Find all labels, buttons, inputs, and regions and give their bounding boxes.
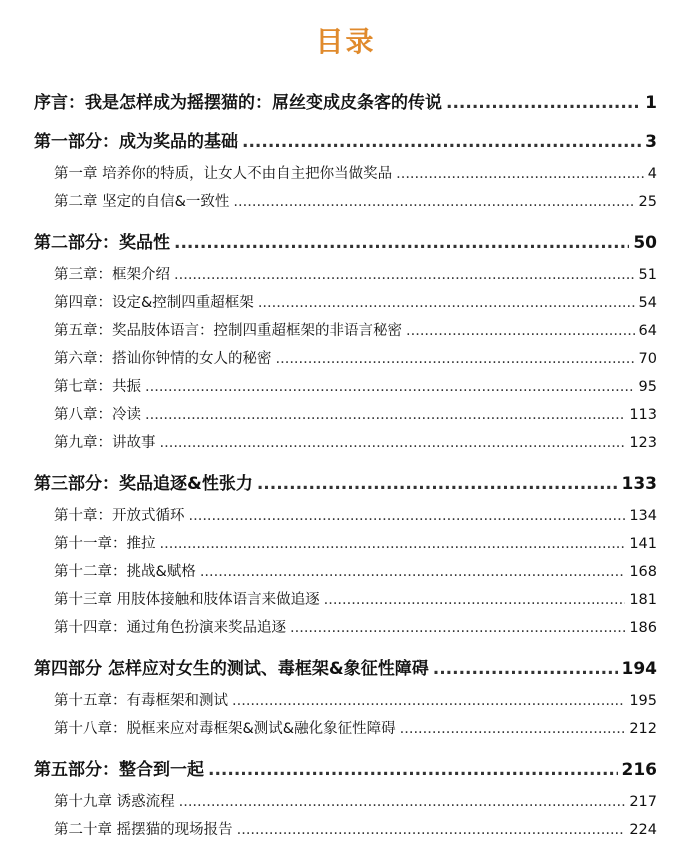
- toc-page-number: 95: [638, 379, 657, 395]
- table-of-contents: [34, 90, 657, 844]
- toc-leader-dots: [145, 401, 625, 429]
- toc-label: 第十四章：通过角色扮演来奖品追逐: [54, 620, 286, 636]
- toc-label: 第二章 坚定的自信&一致性: [54, 194, 230, 210]
- toc-leader-dots: [160, 429, 626, 457]
- toc-leader-dots: [276, 345, 635, 373]
- toc-page-number: 113: [629, 407, 657, 423]
- toc-page-number: 134: [629, 508, 657, 524]
- toc-page-number: 195: [629, 693, 657, 709]
- toc-page-number: 224: [629, 822, 657, 838]
- toc-leader-dots: [324, 586, 626, 614]
- toc-label: 第七章：共振: [54, 379, 141, 395]
- toc-leader-dots: [145, 373, 635, 401]
- toc-chapter[interactable]: [34, 345, 657, 373]
- toc-chapter[interactable]: [34, 401, 657, 429]
- toc-label: 第十九章 诱惑流程: [54, 794, 175, 810]
- toc-page-number: 217: [629, 794, 657, 810]
- toc-leader-dots: [446, 91, 641, 115]
- toc-part-preface[interactable]: [34, 91, 657, 115]
- toc-page-number: 141: [629, 536, 657, 552]
- toc-chapter[interactable]: [34, 530, 657, 558]
- toc-chapter[interactable]: [34, 715, 657, 743]
- toc-chapter[interactable]: [34, 788, 657, 816]
- toc-label: 第八章：冷读: [54, 407, 141, 423]
- toc-label: 第十章：开放式循环: [54, 508, 185, 524]
- toc-leader-dots: [174, 231, 629, 255]
- toc-label: 第四部分 怎样应对女生的测试、毒框架&象征性障碍: [34, 659, 429, 679]
- toc-page-number: 3: [645, 132, 657, 152]
- toc-leader-dots: [233, 188, 634, 216]
- toc-label: 第十一章：推拉: [54, 536, 156, 552]
- toc-chapter[interactable]: [34, 816, 657, 844]
- toc-leader-dots: [257, 472, 618, 496]
- toc-leader-dots: [433, 657, 618, 681]
- toc-page-number: 1: [645, 93, 657, 113]
- toc-label: 第十二章：挑战&赋格: [54, 564, 196, 580]
- toc-label: 第五章：奖品肢体语言：控制四重超框架的非语言秘密: [54, 323, 402, 339]
- toc-leader-dots: [290, 614, 625, 642]
- toc-part-2[interactable]: [34, 231, 657, 255]
- toc-label: 第十三章 用肢体接触和肢体语言来做追逐: [54, 592, 320, 608]
- toc-chapter[interactable]: [34, 188, 657, 216]
- toc-leader-dots: [208, 758, 618, 782]
- toc-label: 第九章：讲故事: [54, 435, 156, 451]
- toc-leader-dots: [174, 261, 635, 289]
- toc-page-number: 4: [647, 166, 657, 182]
- toc-label: 第二部分：奖品性: [34, 233, 170, 253]
- toc-label: 序言：我是怎样成为摇摆猫的：屌丝变成皮条客的传说: [34, 93, 442, 113]
- toc-chapter[interactable]: [34, 160, 657, 188]
- toc-page-number: 123: [629, 435, 657, 451]
- toc-label: 第四章：设定&控制四重超框架: [54, 295, 254, 311]
- toc-page-number: 50: [633, 233, 657, 253]
- toc-label: 第三部分：奖品追逐&性张力: [34, 474, 253, 494]
- page-title: 目录: [315, 25, 376, 58]
- toc-part-5[interactable]: [34, 758, 657, 782]
- toc-leader-dots: [237, 816, 626, 844]
- toc-leader-dots: [200, 558, 626, 586]
- toc-chapter[interactable]: [34, 261, 657, 289]
- toc-leader-dots: [189, 502, 626, 530]
- toc-leader-dots: [160, 530, 626, 558]
- toc-page-number: 216: [621, 760, 657, 780]
- toc-leader-dots: [232, 687, 625, 715]
- toc-leader-dots: [406, 317, 635, 345]
- toc-label: 第三章：框架介绍: [54, 267, 170, 283]
- toc-label: 第十五章：有毒框架和测试: [54, 693, 228, 709]
- toc-leader-dots: [396, 160, 644, 188]
- toc-leader-dots: [242, 130, 641, 154]
- toc-page-number: 194: [621, 659, 657, 679]
- toc-label: 第六章：搭讪你钟情的女人的秘密: [54, 351, 272, 367]
- toc-chapter[interactable]: [34, 429, 657, 457]
- toc-page-number: 64: [638, 323, 657, 339]
- toc-label: 第十八章：脱框来应对毒框架&测试&融化象征性障碍: [54, 721, 396, 737]
- toc-chapter[interactable]: [34, 502, 657, 530]
- toc-page-number: 133: [621, 474, 657, 494]
- toc-page-number: 181: [629, 592, 657, 608]
- toc-chapter[interactable]: [34, 317, 657, 345]
- toc-chapter[interactable]: [34, 558, 657, 586]
- toc-page-number: 212: [629, 721, 657, 737]
- toc-page-number: 25: [638, 194, 657, 210]
- toc-chapter[interactable]: [34, 289, 657, 317]
- toc-leader-dots: [400, 715, 626, 743]
- toc-part-4[interactable]: [34, 657, 657, 681]
- toc-chapter[interactable]: [34, 373, 657, 401]
- toc-part-3[interactable]: [34, 472, 657, 496]
- toc-leader-dots: [179, 788, 626, 816]
- toc-page-number: 168: [629, 564, 657, 580]
- toc-label: 第一部分：成为奖品的基础: [34, 132, 238, 152]
- toc-chapter[interactable]: [34, 687, 657, 715]
- toc-leader-dots: [258, 289, 635, 317]
- toc-part-1[interactable]: [34, 130, 657, 154]
- toc-page-number: 54: [638, 295, 657, 311]
- toc-page-number: 186: [629, 620, 657, 636]
- toc-label: 第一章 培养你的特质，让女人不由自主把你当做奖品: [54, 166, 393, 182]
- toc-label: 第二十章 摇摆猫的现场报告: [54, 822, 233, 838]
- toc-page-number: 70: [638, 351, 657, 367]
- toc-chapter[interactable]: [34, 586, 657, 614]
- toc-chapter[interactable]: [34, 614, 657, 642]
- toc-page-number: 51: [638, 267, 657, 283]
- toc-label: 第五部分：整合到一起: [34, 760, 204, 780]
